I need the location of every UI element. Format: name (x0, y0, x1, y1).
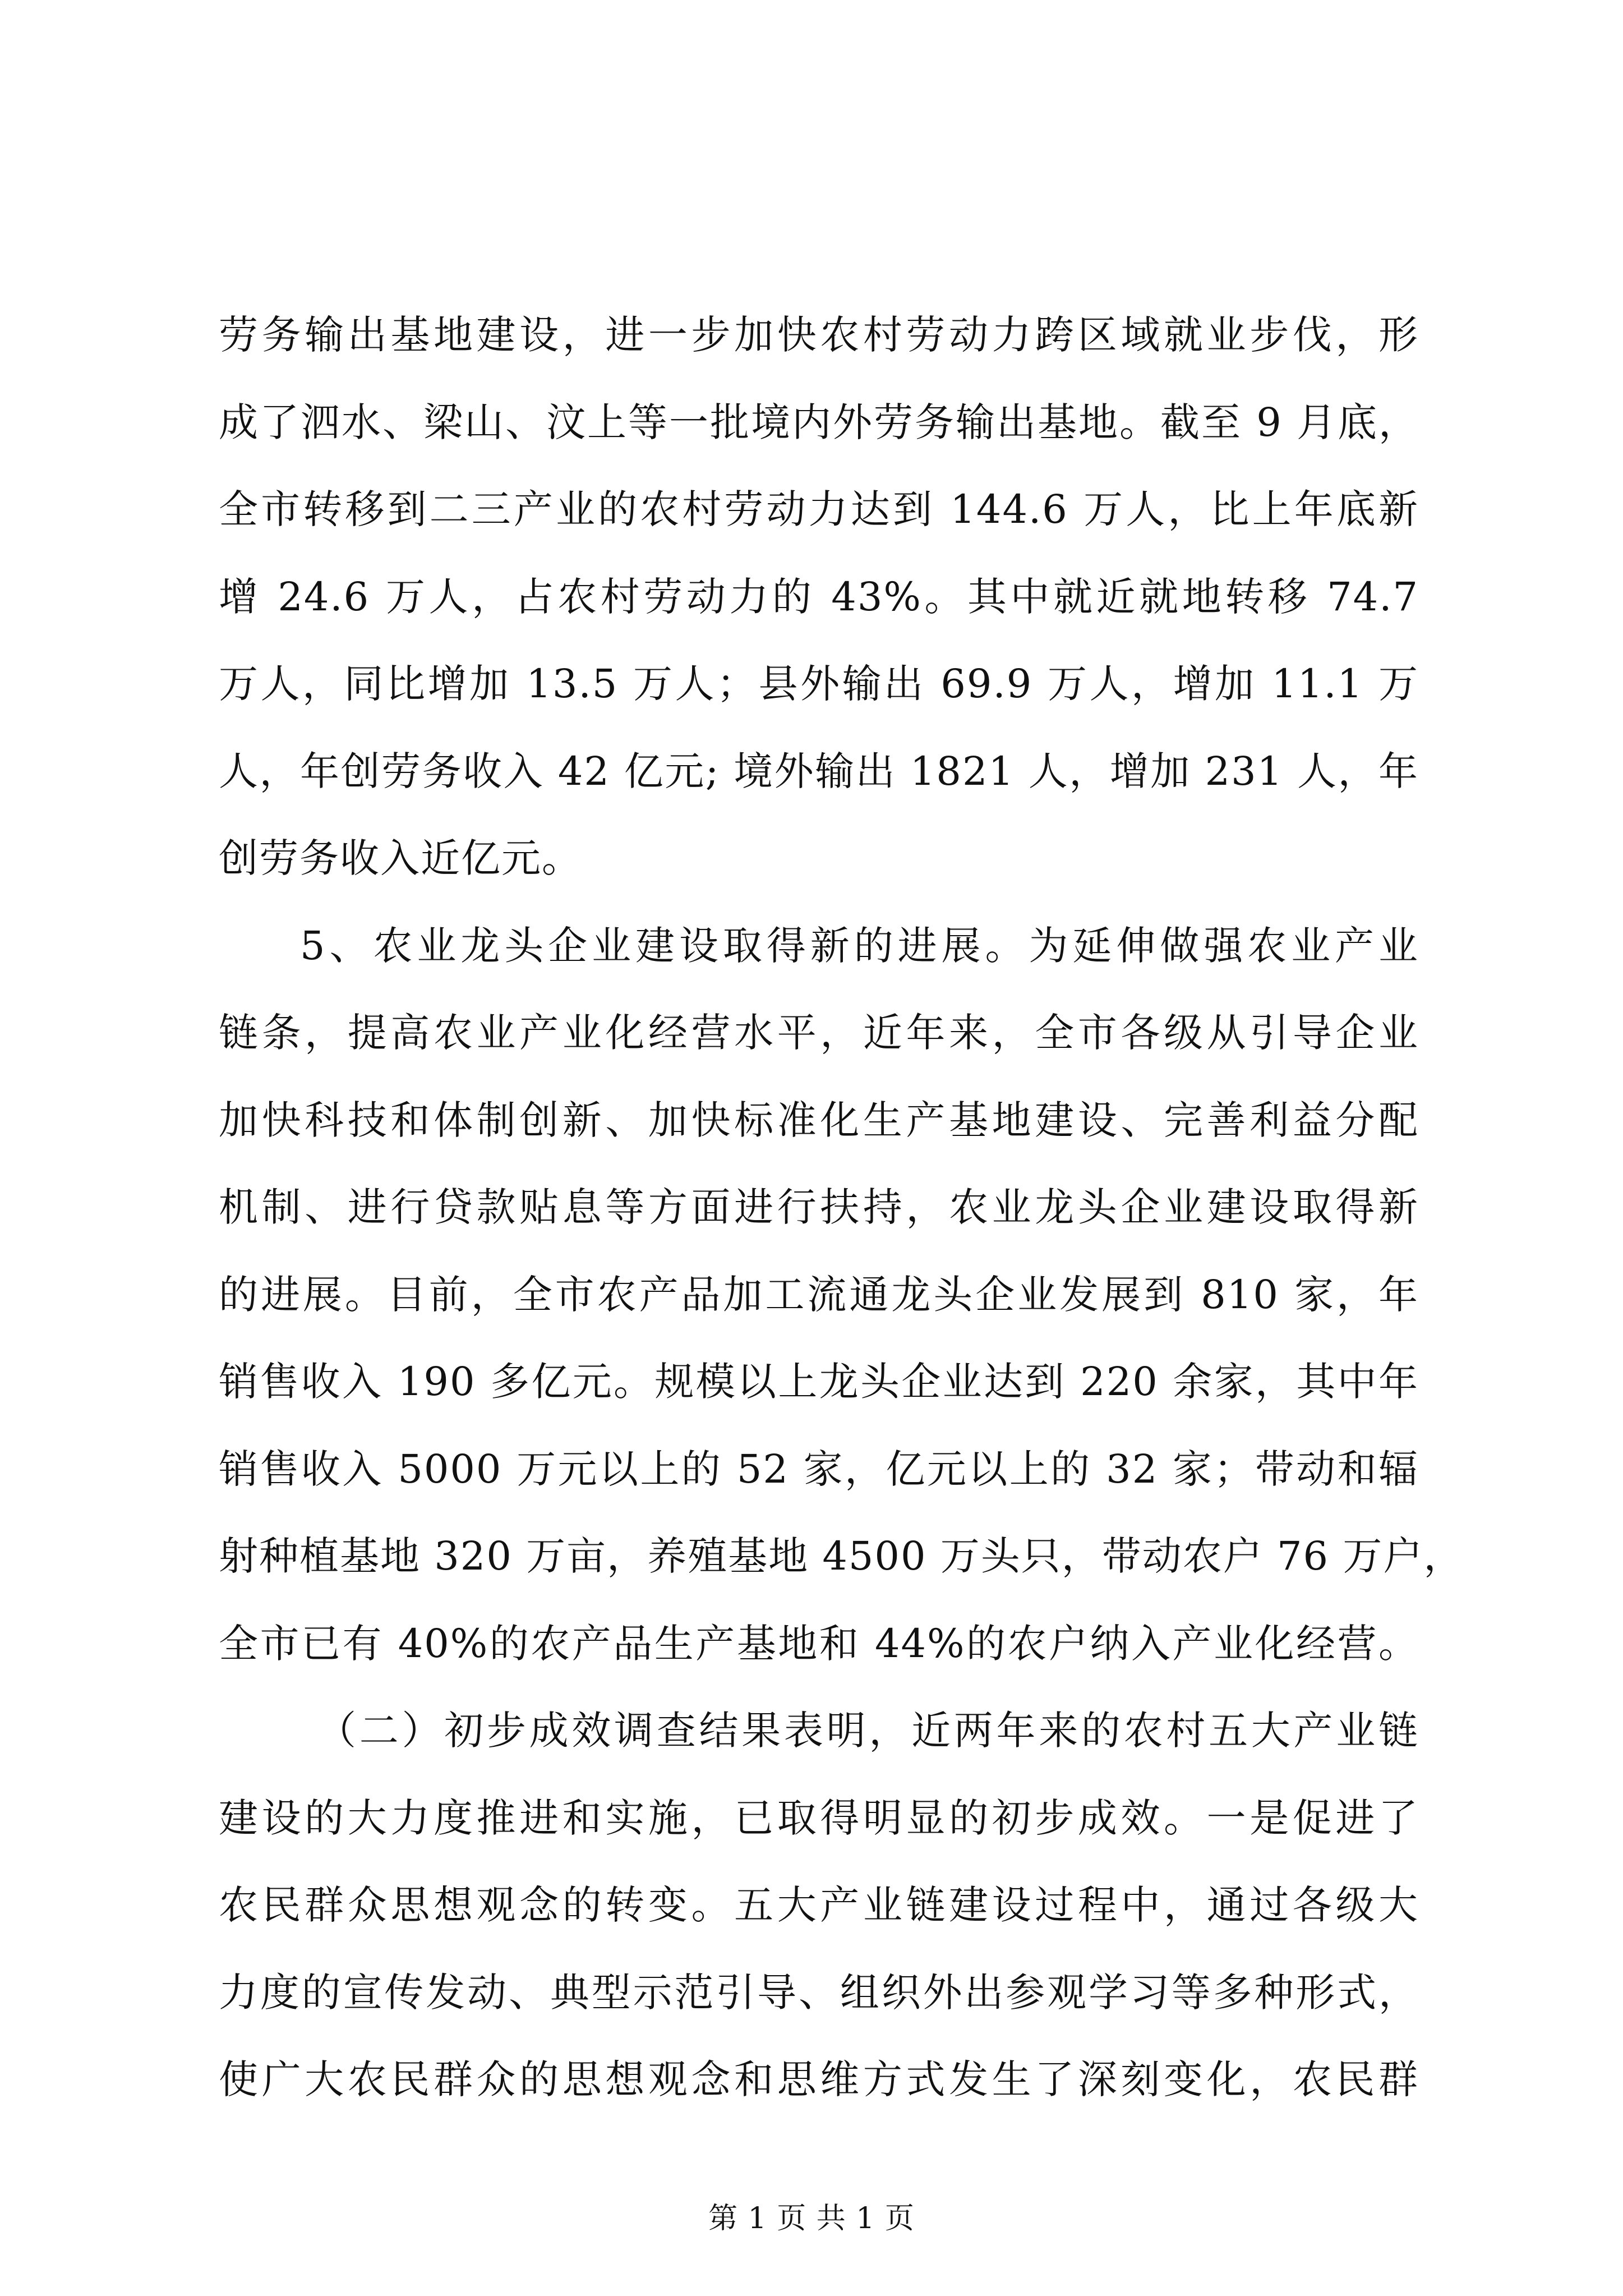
text-line: 成了泗水、梁山、汶上等一批境内外劳务输出基地。截至 9 月底， (219, 399, 1419, 445)
text-line: 链条，提高农业产业化经营水平，近年来，全市各级从引导企业 (219, 1010, 1419, 1056)
text-line: 机制、进行贷款贴息等方面进行扶持，农业龙头企业建设取得新 (219, 1184, 1419, 1230)
text-line: 增 24.6 万人，占农村劳动力的 43%。其中就近就地转移 74.7 (219, 573, 1419, 620)
text-line: 全市已有 40%的农产品生产基地和 44%的农户纳入产业化经营。 (219, 1620, 1419, 1667)
text-line: 劳务输出基地建设，进一步加快农村劳动力跨区域就业步伐，形 (219, 312, 1419, 358)
text-line: 创劳务收入近亿元。 (219, 835, 582, 881)
text-line: 销售收入 190 多亿元。规模以上龙头企业达到 220 余家，其中年 (219, 1359, 1419, 1405)
text-line: 加快科技和体制创新、加快标准化生产基地建设、完善利益分配 (219, 1097, 1419, 1143)
text-line: 射种植基地 320 万亩，养殖基地 4500 万头只，带动农户 76 万户， (219, 1533, 1464, 1579)
text-line: 使广大农民群众的思想观念和思维方式发生了深刻变化，农民群 (219, 2056, 1419, 2102)
text-line: 人，年创劳务收入 42 亿元; 境外输出 1821 人，增加 231 人，年 (219, 748, 1419, 794)
text-line: 力度的宣传发动、典型示范引导、组织外出参观学习等多种形式， (219, 1969, 1419, 2016)
text-line: 的进展。目前，全市农产品加工流通龙头企业发展到 810 家，年 (219, 1271, 1419, 1318)
text-line: 销售收入 5000 万元以上的 52 家，亿元以上的 32 家；带动和辐 (219, 1446, 1419, 1492)
text-line: 建设的大力度推进和实施，已取得明显的初步成效。一是促进了 (219, 1795, 1419, 1841)
page-number-footer: 第 1 页 共 1 页 (708, 2202, 915, 2235)
paragraph-start-line: （二）初步成效调查结果表明，近两年来的农村五大产业链 (317, 1708, 1419, 1754)
paragraph-start-line: 5、农业龙头企业建设取得新的进展。为延伸做强农业产业 (300, 922, 1419, 969)
text-line: 万人，同比增加 13.5 万人；县外输出 69.9 万人，增加 11.1 万 (219, 661, 1419, 707)
text-line: 全市转移到二三产业的农村劳动力达到 144.6 万人，比上年底新 (219, 486, 1419, 532)
text-line: 农民群众思想观念的转变。五大产业链建设过程中，通过各级大 (219, 1882, 1419, 1928)
body-text (219, 292, 1464, 2124)
